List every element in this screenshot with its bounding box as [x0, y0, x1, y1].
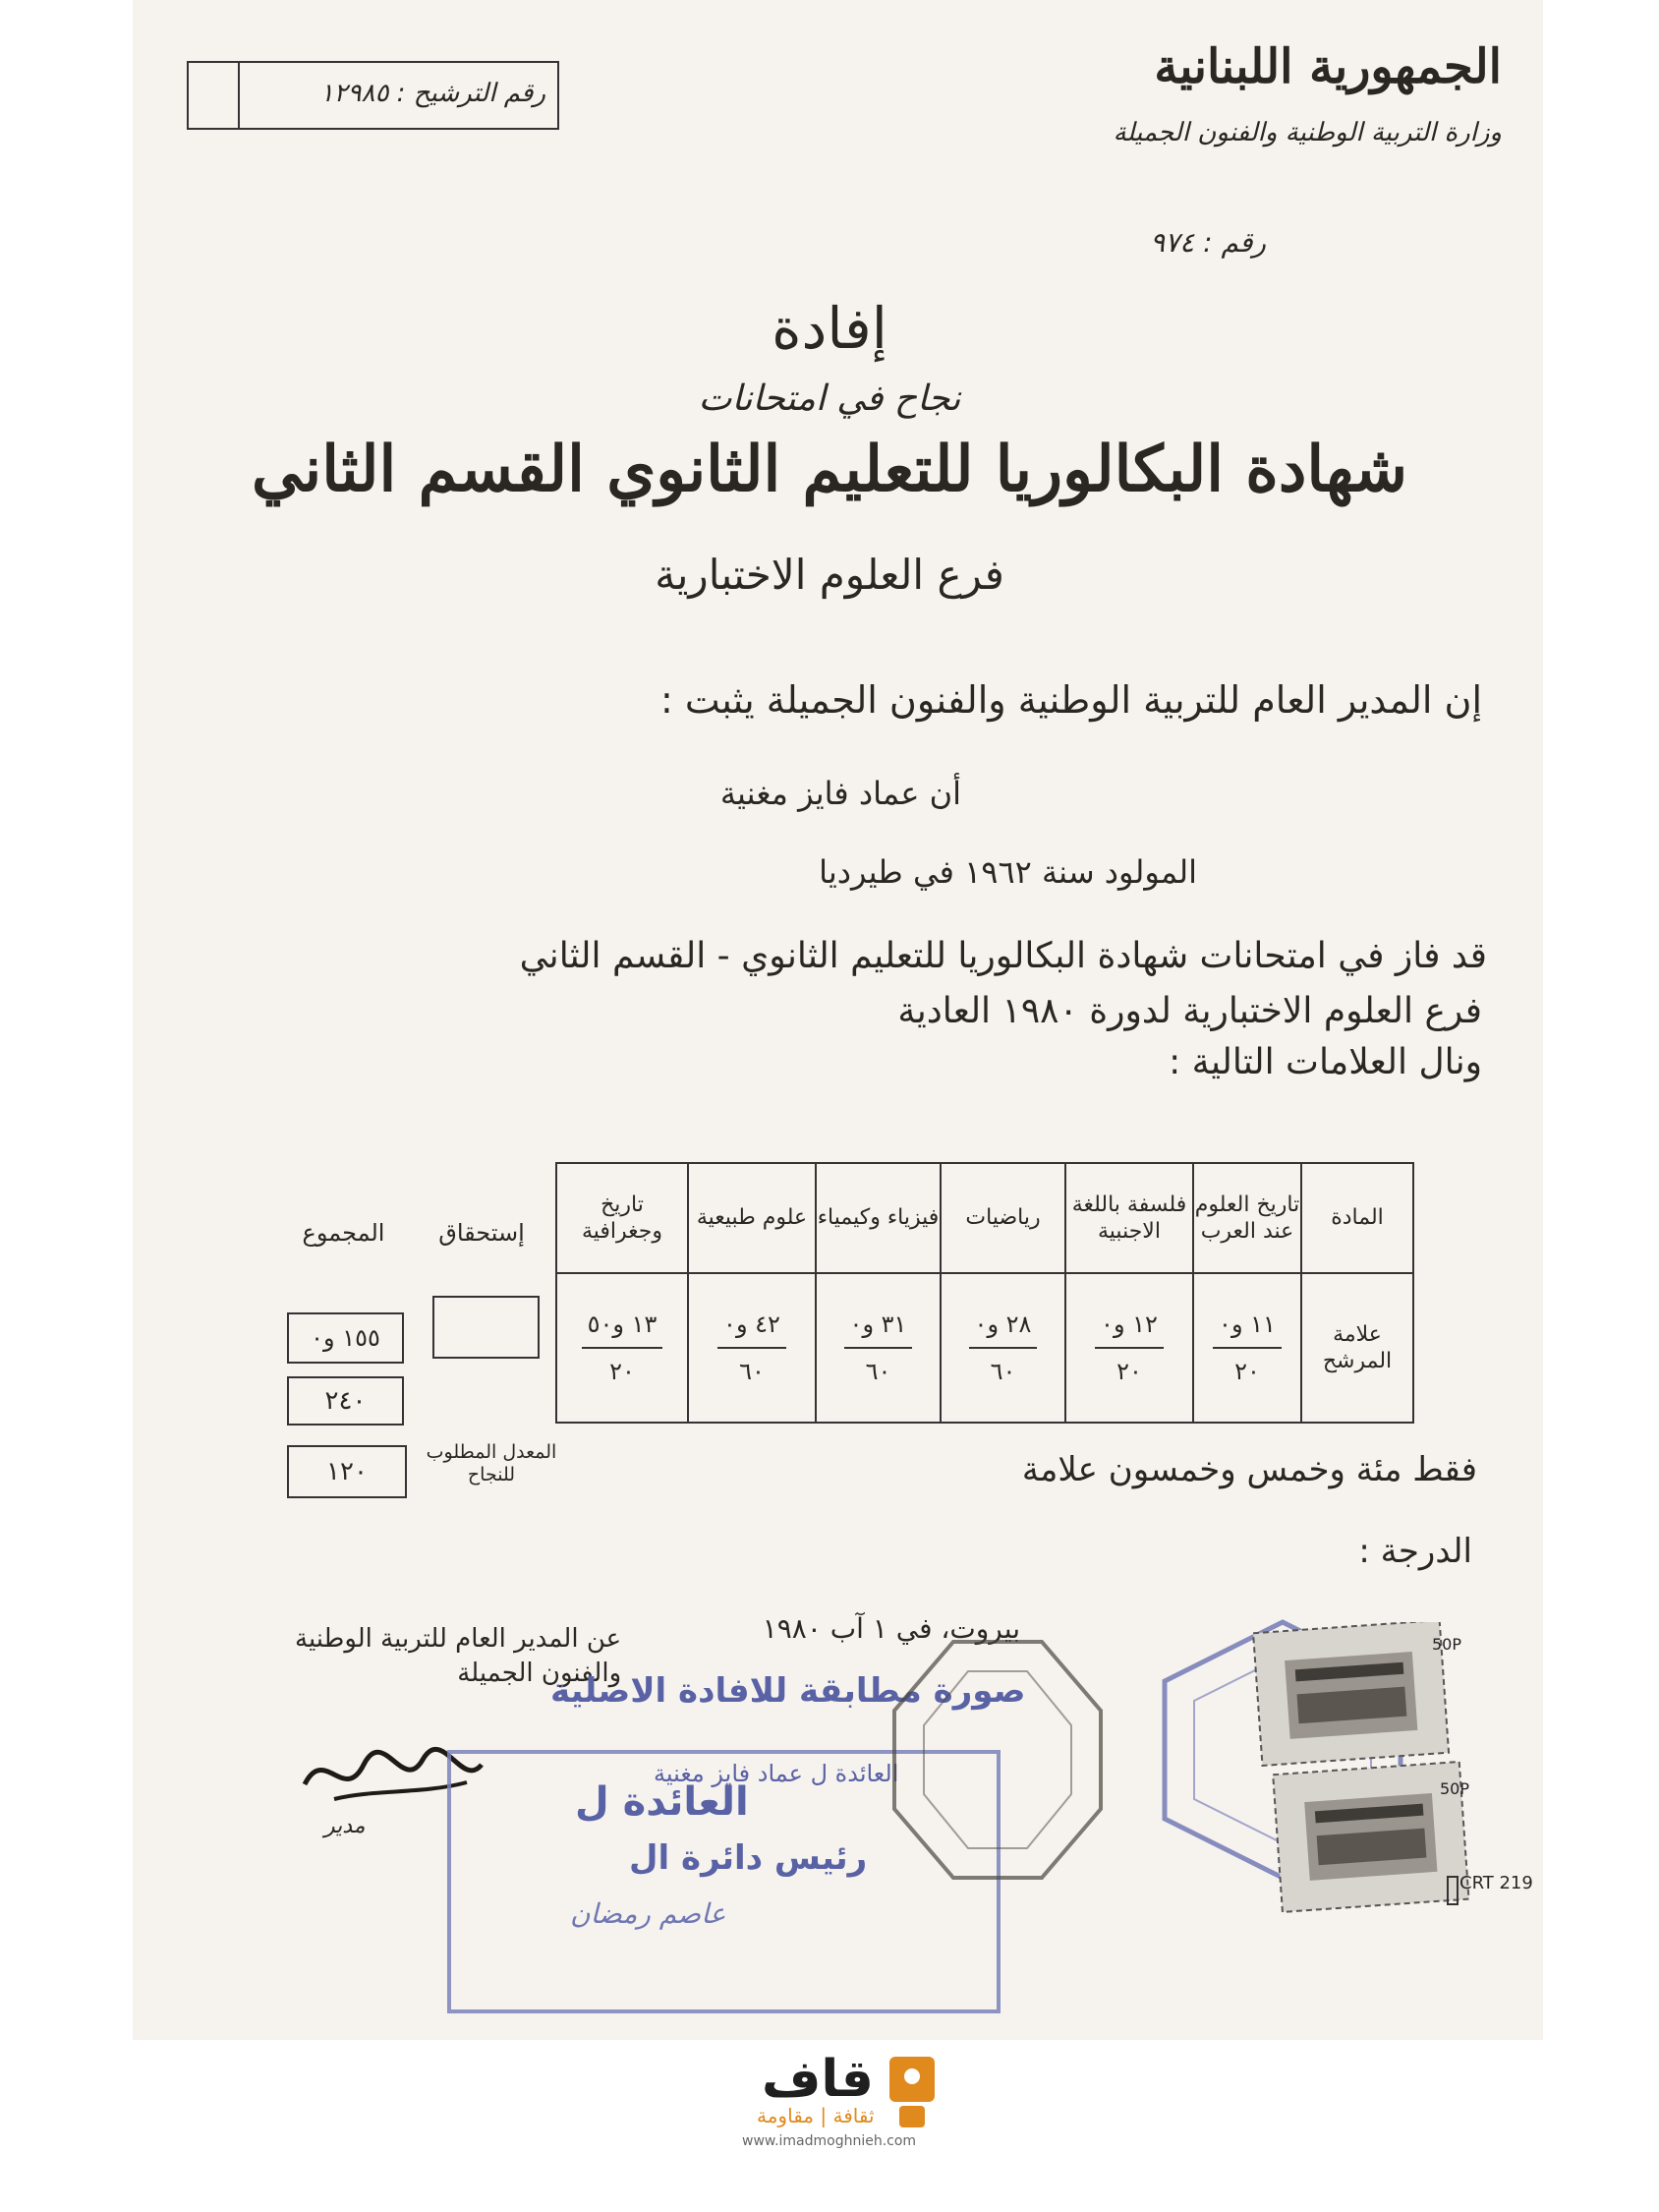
- required-average-label: المعدل المطلوب للنجاح: [426, 1441, 557, 1485]
- score-max: ٢٠: [1234, 1357, 1260, 1385]
- score-cell: [556, 1273, 688, 1423]
- tax-stamp-value: 50P: [1440, 1779, 1470, 1798]
- score-header: علامة المرشح: [1301, 1273, 1413, 1423]
- subject-name: تاريخ وجغرافية: [556, 1163, 688, 1273]
- qaf-logo-icon: [889, 2057, 935, 2127]
- registration-box: [187, 61, 559, 130]
- brand-tagline: ثقافة | مقاومة: [757, 2104, 875, 2127]
- score-cell: [816, 1273, 941, 1423]
- score-value: ١١ و٠: [1213, 1310, 1282, 1349]
- certificate-name: شهادة البكالوريا للتعليم الثانوي القسم الثاني: [252, 433, 1407, 506]
- tax-stamp-value: 50P: [1432, 1635, 1462, 1654]
- birth-details: المولود سنة ١٩٦٢ في طيرديا: [819, 853, 1197, 891]
- score-cell: [688, 1273, 816, 1423]
- score-cell: [941, 1273, 1065, 1423]
- score-value: ٢٨ و٠: [969, 1310, 1038, 1349]
- place-and-date: بيروت، في ١ آب ١٩٨٠: [762, 1612, 1020, 1645]
- document-title: إفادة: [772, 295, 887, 362]
- score-max: ٢٠: [609, 1357, 635, 1385]
- stamp-heading: صورة مطابقة للافادة الاصلية: [550, 1671, 1026, 1711]
- total-label: المجموع: [302, 1219, 385, 1247]
- stamp-line: العائدة ل: [575, 1779, 749, 1825]
- subject-name: علوم طبيعية: [688, 1163, 816, 1273]
- entitlement-label: إستحقاق: [438, 1219, 525, 1247]
- score-cell: [1065, 1273, 1193, 1423]
- subject-name: تاريخ العلوم عند العرب: [1193, 1163, 1301, 1273]
- brand-name: قاف: [762, 2050, 874, 2109]
- stamp-line: رئيس دائرة ال: [629, 1838, 868, 1878]
- score-max: ٢٠: [1116, 1357, 1142, 1385]
- subject-name: فيزياء وكيمياء: [816, 1163, 941, 1273]
- score-value: ٤٢ و٠: [717, 1310, 786, 1349]
- marks-score-row: [556, 1273, 1413, 1423]
- stamp-handwritten-name: العائدة ل عماد فايز مغنية: [654, 1760, 899, 1787]
- document-subtitle: نجاح في امتحانات: [698, 378, 961, 419]
- signer-title: مدير: [324, 1814, 366, 1838]
- marks-header-row: [556, 1163, 1413, 1273]
- marks-table: [555, 1162, 1414, 1424]
- score-value: ١٣ و٥٠: [582, 1310, 663, 1349]
- subject-header: المادة: [1301, 1163, 1413, 1273]
- subject-name: فلسفة باللغة الاجنبية: [1065, 1163, 1193, 1273]
- signer-line: والفنون الجميلة: [457, 1659, 622, 1689]
- score-max: ٦٠: [990, 1357, 1016, 1385]
- octagon-seal-icon: [885, 1632, 1111, 1888]
- score-max: ٦٠: [865, 1357, 891, 1385]
- marks-intro: ونال العلامات التالية :: [1169, 1042, 1482, 1082]
- registration-number: رقم الترشيح : ١٢٩٨٥: [319, 79, 545, 108]
- certification-statement: إن المدير العام للتربية الوطنية والفنون الجميلة يثبت :: [660, 678, 1482, 722]
- required-average-value: ١٢٠: [287, 1445, 407, 1498]
- crt-marker-box: [1447, 1876, 1459, 1905]
- brand-url[interactable]: www.imadmoghnieh.com: [742, 2133, 917, 2149]
- registration-box-divider: [238, 63, 240, 128]
- score-value: ٣١ و٠: [844, 1310, 913, 1349]
- score-cell: [1193, 1273, 1301, 1423]
- total-in-words: فقط مئة وخمس وخمسون علامة: [1021, 1450, 1477, 1489]
- total-max: ٢٤٠: [287, 1376, 404, 1426]
- branch-name: فرع العلوم الاختبارية: [655, 551, 1004, 599]
- exam-passed-line: قد فاز في امتحانات شهادة البكالوريا للتعليم الثانوي - القسم الثاني: [519, 936, 1487, 976]
- candidate-name: أن عماد فايز مغنية: [719, 775, 961, 812]
- exam-session-line: فرع العلوم الاختبارية لدورة ١٩٨٠ العادية: [897, 991, 1482, 1031]
- signer-line: عن المدير العام للتربية الوطنية: [295, 1624, 622, 1654]
- reference-number: رقم : ٩٧٤: [1150, 226, 1266, 259]
- subject-name: رياضيات: [941, 1163, 1065, 1273]
- grade-line: الدرجة :: [1358, 1532, 1472, 1571]
- ministry-heading: وزارة التربية الوطنية والفنون الجميلة: [1113, 118, 1502, 147]
- entitlement-box: [432, 1296, 540, 1359]
- revenue-stamps-icon: [1204, 1622, 1489, 1917]
- crt-code: CRT 219: [1459, 1873, 1533, 1893]
- total-score: ١٥٥ و٠: [287, 1312, 404, 1364]
- score-max: ٦٠: [739, 1357, 765, 1385]
- stamp-official-name: عاصم رمضان: [570, 1897, 726, 1930]
- republic-heading: الجمهورية اللبنانية: [1154, 39, 1502, 94]
- score-value: ١٢ و٠: [1095, 1310, 1164, 1349]
